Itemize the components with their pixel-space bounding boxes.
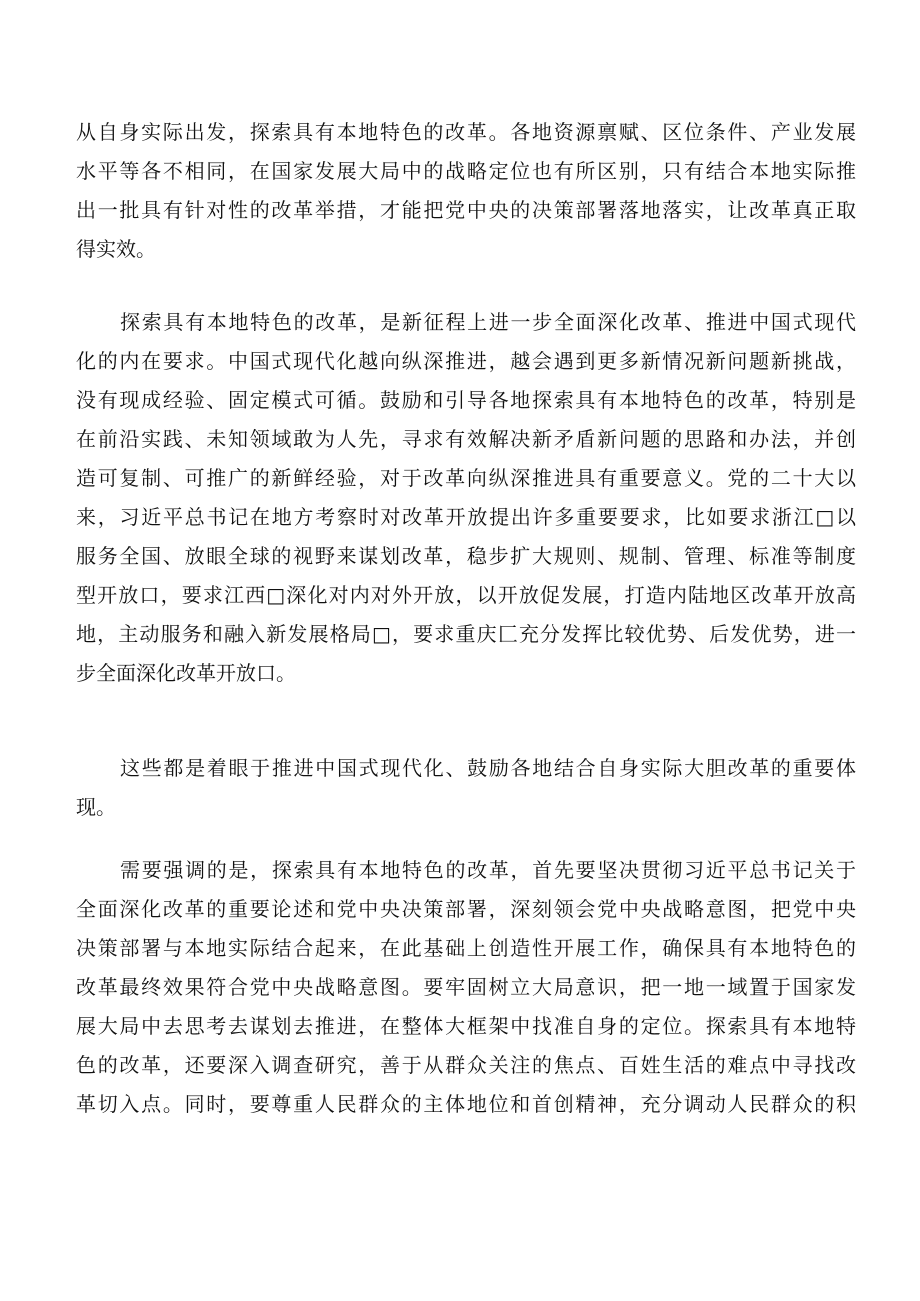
text-line: 步全面深化改革开放口。 bbox=[76, 661, 296, 685]
text-line: 需要强调的是，探索具有本地特色的改革，首先要坚决贯彻习近平总书记关于 bbox=[120, 858, 856, 882]
text-line: 改革最终效果符合党中央战略意图。要牢固树立大局意识，把一地一域置于国家发 bbox=[76, 975, 856, 999]
text-line: 从自身实际出发，探索具有本地特色的改革。各地资源禀赋、区位条件、产业发展 bbox=[76, 120, 856, 144]
text-line: 型开放口，要求江西□深化对内对外开放，以开放促发展，打造内陆地区改革开放高 bbox=[76, 583, 856, 607]
text-line: 水平等各不相同，在国家发展大局中的战略定位也有所区别，只有结合本地实际推 bbox=[76, 159, 856, 183]
text-line: 这些都是着眼于推进中国式现代化、鼓励各地结合自身实际大胆改革的重要体 bbox=[120, 756, 856, 780]
text-line: 展大局中去思考去谋划去推进，在整体大框架中找准自身的定位。探索具有本地特 bbox=[76, 1014, 856, 1038]
text-line: 现。 bbox=[76, 795, 116, 819]
text-line: 全面深化改革的重要论述和党中央决策部署，深刻领会党中央战略意图，把党中央 bbox=[76, 897, 856, 921]
text-line: 地，主动服务和融入新发展格局□，要求重庆匚充分发挥比较优势、后发优势，进一 bbox=[76, 622, 856, 646]
paragraph-4 bbox=[76, 851, 856, 1124]
text-line: 革切入点。同时，要尊重人民群众的主体地位和首创精神，充分调动人民群众的积 bbox=[76, 1092, 856, 1116]
text-line: 出一批具有针对性的改革举措，才能把党中央的决策部署落地落实，让改革真正取 bbox=[76, 198, 856, 222]
text-line: 来，习近平总书记在地方考察时对改革开放提出许多重要要求，比如要求浙江□以 bbox=[76, 505, 856, 529]
text-line: 服务全国、放眼全球的视野来谋划改革，稳步扩大规则、规制、管理、标准等制度 bbox=[76, 544, 856, 568]
text-line: 色的改革，还要深入调查研究，善于从群众关注的焦点、百姓生活的难点中寻找改 bbox=[76, 1053, 856, 1077]
paragraph-3 bbox=[76, 749, 856, 827]
paragraph-1 bbox=[76, 113, 856, 269]
text-line: 探索具有本地特色的改革，是新征程上进一步全面深化改革、推进中国式现代 bbox=[120, 310, 856, 334]
text-line: 得实效。 bbox=[76, 237, 156, 261]
text-line: 造可复制、可推广的新鲜经验，对于改革向纵深推进具有重要意义。党的二十大以 bbox=[76, 466, 856, 490]
text-line: 在前沿实践、未知领域敢为人先，寻求有效解决新矛盾新问题的思路和办法，并创 bbox=[76, 427, 856, 451]
text-line: 没有现成经验、固定模式可循。鼓励和引导各地探索具有本地特色的改革，特别是 bbox=[76, 388, 856, 412]
text-line: 化的内在要求。中国式现代化越向纵深推进，越会遇到更多新情况新问题新挑战， bbox=[76, 349, 856, 373]
paragraph-2 bbox=[76, 303, 856, 693]
text-line: 决策部署与本地实际结合起来，在此基础上创造性开展工作，确保具有本地特色的 bbox=[76, 936, 856, 960]
